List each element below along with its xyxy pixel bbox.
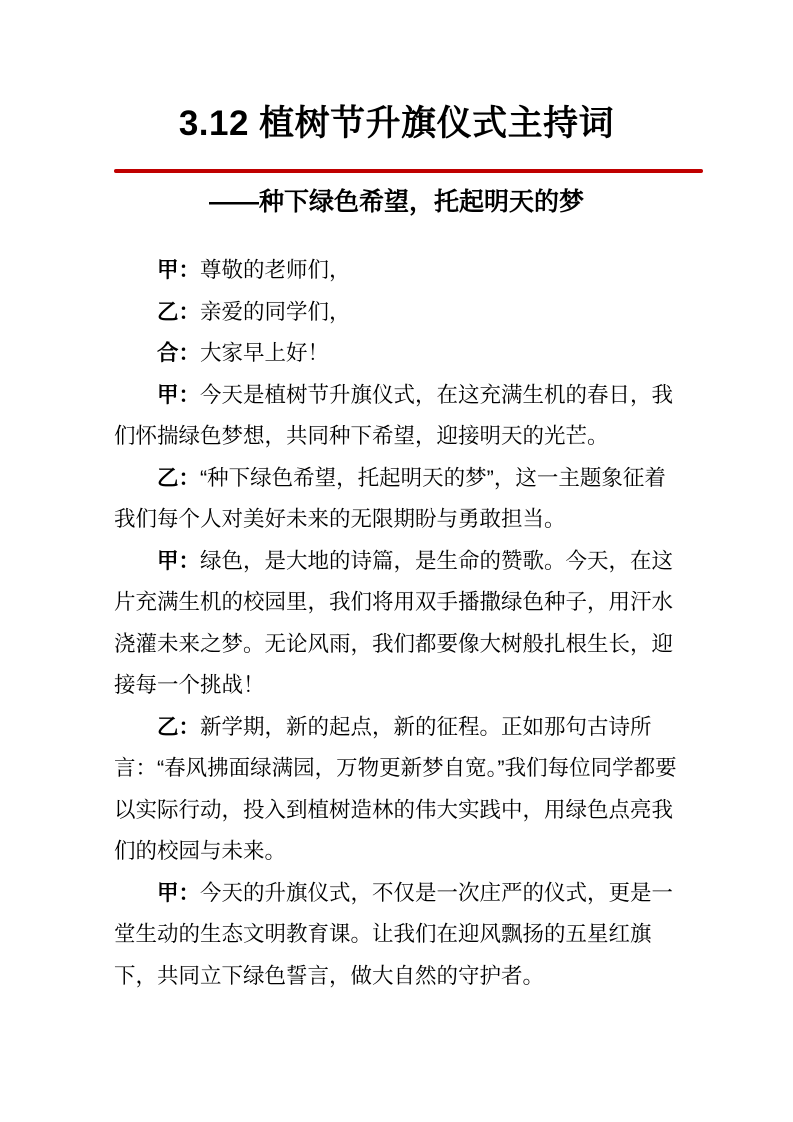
title-divider-rule xyxy=(114,169,703,173)
script-paragraph xyxy=(114,292,679,334)
paragraph-text: “种下绿色希望，托起明天的梦”，这一主题象征着我们每个人对美好未来的无限期盼与勇敢担当。 xyxy=(114,465,666,531)
speaker-label: 乙： xyxy=(157,714,201,739)
speaker-label: 甲： xyxy=(157,382,201,407)
script-paragraph xyxy=(114,458,679,541)
script-paragraph xyxy=(114,707,679,873)
speaker-label: 乙： xyxy=(157,465,201,490)
paragraph-text: 亲爱的同学们， xyxy=(200,299,351,324)
paragraph-text: 绿色，是大地的诗篇，是生命的赞歌。今天，在这片充满生机的校园里，我们将用双手播撒绿色种子，用汗水浇灌未来之梦。无论风雨，我们都要像大树般扎根生长，迎接每一个挑战！ xyxy=(114,548,674,697)
speaker-label: 合： xyxy=(157,341,201,365)
script-body xyxy=(114,250,679,997)
script-paragraph xyxy=(114,250,679,292)
script-paragraph xyxy=(114,873,679,998)
paragraph-text: 新学期，新的起点，新的征程。正如那句古诗所言：“春风拂面绿满园，万物更新梦自宽。”我们每位同学都要以实际行动，投入到植树造林的伟大实践中，用绿色点亮我们的校园与未来。 xyxy=(114,714,677,863)
speaker-label: 乙： xyxy=(157,299,201,324)
speaker-label: 甲： xyxy=(157,880,201,905)
paragraph-text: 尊敬的老师们， xyxy=(200,258,351,282)
speaker-label: 甲： xyxy=(157,258,201,282)
paragraph-text: 大家早上好！ xyxy=(200,341,330,365)
script-paragraph xyxy=(114,375,679,458)
script-paragraph xyxy=(114,333,679,375)
paragraph-text: 今天是植树节升旗仪式，在这充满生机的春日，我们怀揣绿色梦想，共同种下希望，迎接明天的光芒。 xyxy=(114,382,674,448)
script-paragraph xyxy=(114,541,679,707)
speaker-label: 甲： xyxy=(157,548,201,573)
page-title: 3.12 植树节升旗仪式主持词 xyxy=(178,104,615,143)
paragraph-text: 今天的升旗仪式，不仅是一次庄严的仪式，更是一堂生动的生态文明教育课。让我们在迎风飘扬的五星红旗下，共同立下绿色誓言，做大自然的守护者。 xyxy=(114,880,674,988)
page-subtitle: ——种下绿色希望，托起明天的梦 xyxy=(208,188,584,216)
